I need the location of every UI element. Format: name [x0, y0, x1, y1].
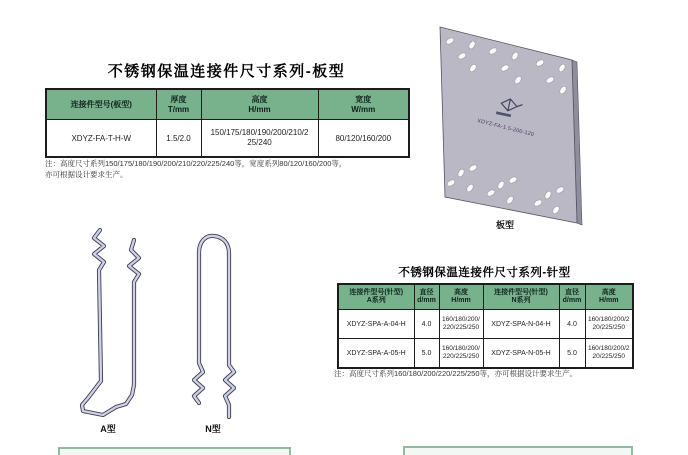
cell-height-a: 160/180/200/220/225/250 [439, 339, 483, 369]
cell-thickness: 1.5/2.0 [156, 120, 201, 158]
col-header-height-n: 高度 H/mm [585, 284, 633, 310]
pin-n-label: N型 [205, 424, 221, 434]
cell-height-n: 160/180/200/220/225/250 [585, 339, 633, 369]
cell-model-n: XDYZ-SPA-N-05-H [483, 339, 559, 369]
cell-width: 80/120/160/200 [318, 120, 409, 158]
note-line-2: 亦可根据设计要求生产。 [45, 170, 128, 179]
next-section-box-right [403, 446, 633, 455]
plate-figure-svg [425, 15, 590, 230]
next-section-box-left [58, 447, 291, 455]
cell-diameter-n: 5.0 [559, 339, 585, 369]
note-line-1: 注：高度尺寸系列150/175/180/190/200/210/220/225/240等，宽度系列80/120/160/200等， [45, 159, 347, 168]
col-header-diameter-n: 直径 d/mm [559, 284, 585, 310]
table-row [46, 120, 409, 158]
col-header-diameter-a: 直径 d/mm [414, 284, 439, 310]
plate-figure-caption: 板型 [495, 220, 514, 230]
col-header-model: 连接件型号(板型) [46, 89, 156, 120]
cell-height-n: 160/180/200/220/225/250 [585, 310, 633, 339]
table-row [338, 310, 633, 339]
plate-stamp-text: XDYZ-FA-1.5-200-120 [476, 118, 535, 139]
cell-height: 150/175/180/190/200/210/225/240 [201, 120, 318, 158]
cell-model-n: XDYZ-SPA-N-04-H [483, 310, 559, 339]
table-row [338, 339, 633, 369]
plate-size-table [45, 88, 410, 158]
pin-a-label: A型 [100, 424, 116, 434]
cell-model-a: XDYZ-SPA-A-05-H [338, 339, 414, 369]
table-header-row [46, 89, 409, 120]
col-header-height: 高度 H/mm [201, 89, 318, 120]
pin-a-wire [82, 230, 139, 415]
col-header-width: 宽度 W/mm [318, 89, 409, 120]
pin-section-note: 注：高度尺寸系列160/180/200/220/225/250等，亦可根据设计要求生产。 [334, 369, 577, 378]
pin-figures-svg [60, 215, 300, 425]
pin-size-table [337, 283, 634, 369]
col-header-thickness: 厚度 T/mm [156, 89, 201, 120]
cell-diameter-a: 5.0 [414, 339, 439, 369]
pin-section-title: 不锈钢保温连接件尺寸系列-针型 [398, 267, 571, 279]
col-header-height-a: 高度 H/mm [439, 284, 483, 310]
cell-diameter-n: 4.0 [559, 310, 585, 339]
cell-model: XDYZ-FA-T-H-W [46, 120, 156, 158]
col-header-model-a: 连接件型号(针型) A系列 [338, 284, 414, 310]
plate-section-title: 不锈钢保温连接件尺寸系列-板型 [107, 63, 346, 80]
col-header-model-n: 连接件型号(针型) N系列 [483, 284, 559, 310]
cell-diameter-a: 4.0 [414, 310, 439, 339]
cell-height-a: 160/180/200/220/225/250 [439, 310, 483, 339]
cell-model-a: XDYZ-SPA-A-04-H [338, 310, 414, 339]
table-header-row [338, 284, 633, 310]
plate-section-note [45, 158, 421, 180]
pin-n-wire [194, 236, 234, 417]
